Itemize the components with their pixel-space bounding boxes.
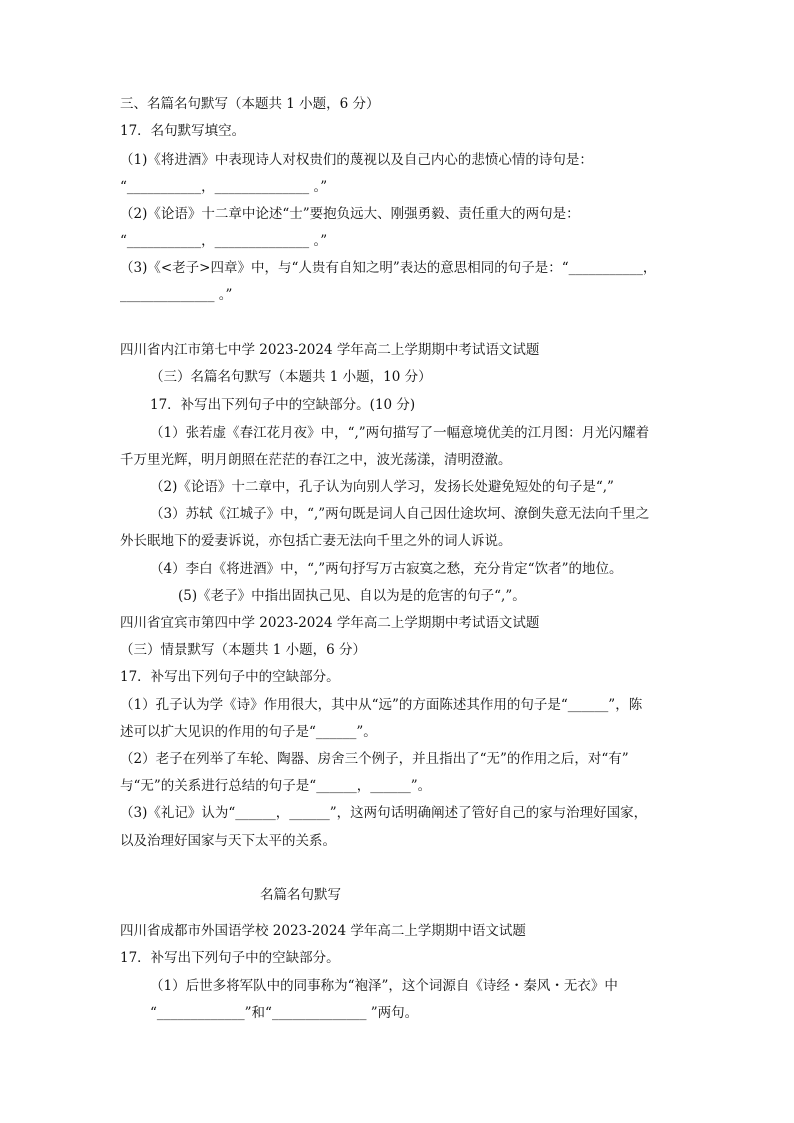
section4-line: （1）后世多将军队中的同事称为“袍泽”，这个词源自《诗经・秦风・无衣》中 bbox=[150, 978, 618, 994]
section1-line: “___________，______________ 。” bbox=[120, 179, 328, 195]
section1-line: ______________ 。” bbox=[120, 287, 233, 303]
section3-question: 17．补写出下列句子中的空缺部分。 bbox=[120, 669, 340, 685]
section2-heading: （三）名篇名句默写（本题共 1 小题，10 分） bbox=[150, 369, 432, 385]
section1-line: “___________，______________ 。” bbox=[120, 233, 328, 249]
section1-question: 17．名句默写填空。 bbox=[120, 123, 246, 139]
section4-school: 四川省成都市外国语学校 2023-2024 学年高二上学期期中语文试题 bbox=[120, 923, 526, 939]
section1-line: （3)《<老子>四章》中，与“人贵有自知之明”表达的意思相同的句子是：“___________， bbox=[120, 260, 657, 276]
section3-line: （3)《礼记》认为“______，______”，这两句话明确阐述了管好自己的家与治理好国家， bbox=[120, 805, 648, 821]
section3-school: 四川省宜宾市第四中学 2023-2024 学年高二上学期期中考试语文试题 bbox=[120, 615, 540, 631]
section1-line: （2)《论语》十二章中论述“士”要抱负远大、刚强勇毅、责任重大的两句是： bbox=[120, 206, 580, 222]
section2-line: 千万里光辉，明月朗照在茫茫的春江之中，波光荡漾，清明澄澈。 bbox=[120, 452, 512, 468]
section1-line: （1)《将进酒》中表现诗人对权贵们的蔑视以及自己内心的悲愤心情的诗句是： bbox=[120, 152, 593, 168]
section2-line: （3）苏轼《江城子》中，“,”两句既是词人自己因仕途坎坷、潦倒失意无法向千里之 bbox=[150, 506, 650, 522]
section2-question: 17．补写出下列句子中的空缺部分。(10 分) bbox=[150, 397, 416, 413]
section2-line: (5)《老子》中指出固执己见、自以为是的危害的句子“,”。 bbox=[178, 588, 526, 604]
section2-line: （4）李白《将进酒》中，“,”两句抒写万古寂寞之愁，充分肯定“饮者”的地位。 bbox=[150, 561, 623, 577]
section3-line: 与“无”的关系进行总结的句子是“______，______”。 bbox=[120, 778, 432, 794]
section3-line: （1）孔子认为学《诗》作用很大，其中从“远”的方面陈述其作用的句子是“______”，陈 bbox=[120, 697, 643, 713]
section2-line: （1）张若虚《春江花月夜》中，“,”两句描写了一幅意境优美的江月图：月光闪耀着 bbox=[150, 425, 650, 441]
section4-question: 17．补写出下列句子中的空缺部分。 bbox=[120, 950, 340, 966]
section4-title: 名篇名句默写 bbox=[260, 887, 341, 903]
section3-line: （2）老子在列举了车轮、陶器、房舍三个例子，并且指出了“无”的作用之后，对“有” bbox=[120, 751, 629, 767]
section4-line: “_____________”和“______________ ”两句。 bbox=[150, 1005, 419, 1021]
section1-heading: 三、名篇名句默写（本题共 1 小题，6 分） bbox=[120, 96, 380, 112]
section3-heading: （三）情景默写（本题共 1 小题，6 分） bbox=[120, 642, 367, 658]
section3-line: 以及治理好国家与天下太平的关系。 bbox=[120, 833, 336, 849]
section2-line: 外长眠地下的爱妻诉说，亦包括亡妻无法向千里之外的词人诉说。 bbox=[120, 533, 512, 549]
section2-school: 四川省内江市第七中学 2023-2024 学年高二上学期期中考试语文试题 bbox=[120, 342, 540, 358]
section3-line: 述可以扩大见识的作用的句子是“______”。 bbox=[120, 724, 377, 740]
section2-line: （2)《论语》十二章中，孔子认为向别人学习，发扬长处避免短处的句子是“,” bbox=[150, 479, 614, 495]
